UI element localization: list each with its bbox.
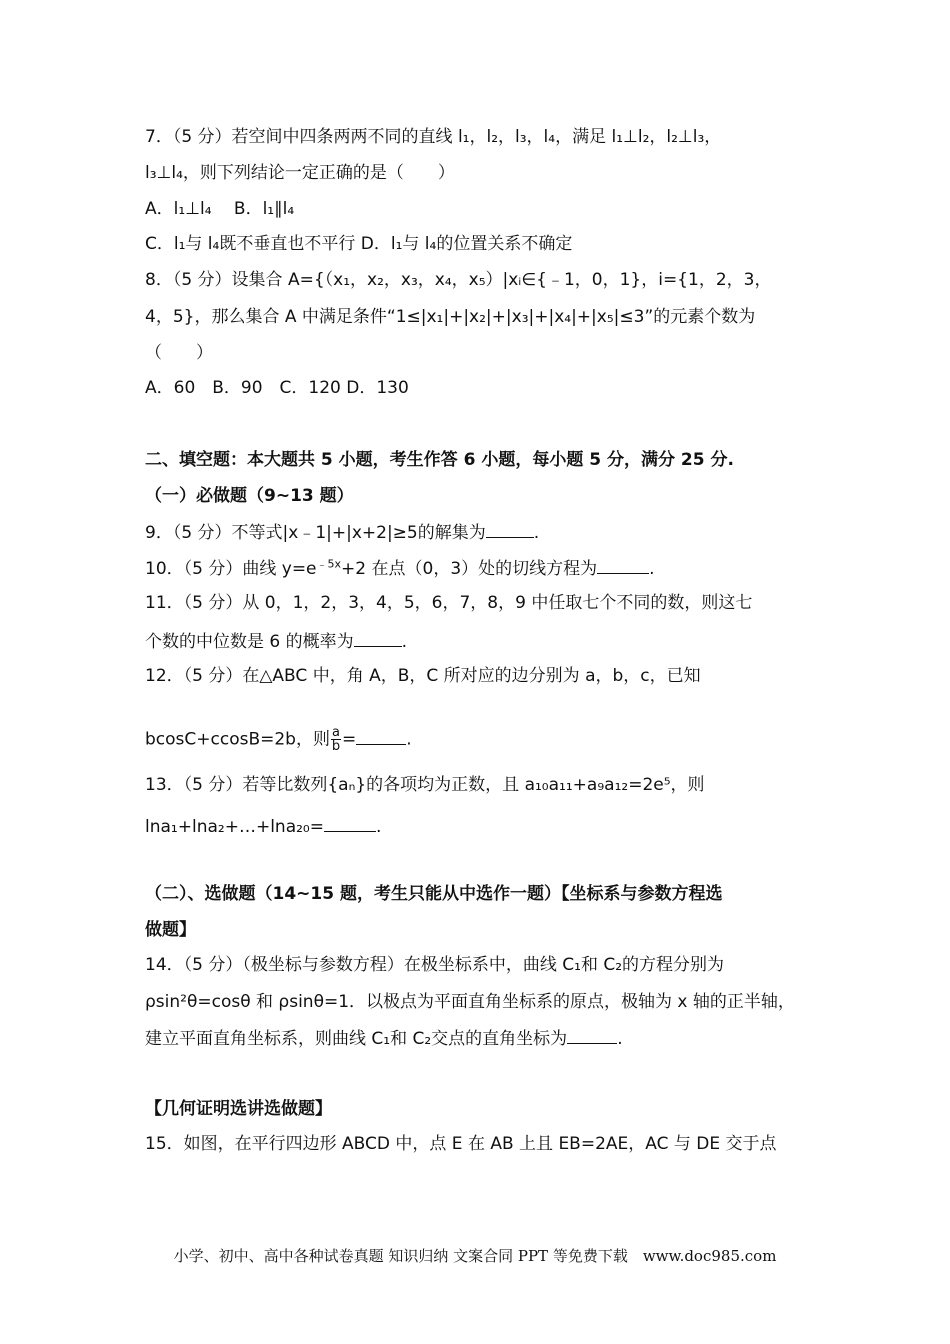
answer-blank — [354, 630, 402, 647]
section4-heading: 【几何证明选讲选做题】 — [145, 1099, 332, 1119]
q9-text: 9．（5 分）不等式|x﹣1|+|x+2|≥5的解集为 — [145, 523, 486, 543]
answer-blank — [597, 557, 649, 574]
section3-line2: 做题】 — [145, 920, 196, 940]
q12-line2-post: = — [341, 729, 357, 750]
q8-line3: （ ） — [145, 343, 213, 363]
q15-line1: 15．如图，在平行四边形 ABCD 中，点 E 在 AB 上且 EB=2AE，AC 与 DE 交于点 — [145, 1134, 777, 1154]
q12-line2-pre: bcosC+ccosB=2b，则 — [145, 729, 330, 750]
section2-heading: 二、填空题：本大题共 5 小题，考生作答 6 小题，每小题 5 分，满分 25 分. — [145, 450, 734, 470]
q7-options-cd: C．l₁与 l₄既不垂直也不平行 D．l₁与 l₄的位置关系不确定 — [145, 234, 573, 254]
q11-line2: 个数的中位数是 6 的概率为 . — [145, 632, 408, 652]
q10-exponent: ﹣5x — [316, 557, 342, 571]
q7-line1: 7．（5 分）若空间中四条两两不同的直线 l₁，l₂，l₃，l₄，满足 l₁⊥l₂，l₂⊥l₃， — [145, 127, 722, 147]
q13-line1: 13．（5 分）若等比数列{aₙ}的各项均为正数，且 a₁₀a₁₁+a₉a₁₂=2e⁵，则 — [145, 775, 705, 795]
q8-line1: 8．（5 分）设集合 A={（x₁，x₂，x₃，x₄，x₅）|xᵢ∈{﹣1，0，1}，i={1，2，3， — [145, 270, 772, 290]
fraction-denominator: b — [331, 739, 341, 754]
q8-options: A．60 B．90 C．120 D．130 — [145, 378, 409, 398]
q11-line2-text: 个数的中位数是 6 的概率为 — [145, 632, 354, 652]
q10-post: +2 在点（0，3）处的切线方程为 — [341, 559, 598, 579]
page-footer: 小学、初中、高中各种试卷真题 知识归纳 文案合同 PPT 等免费下载 www.doc985.com — [173, 1247, 777, 1265]
answer-blank — [486, 521, 534, 538]
fraction-a-over-b — [331, 726, 341, 753]
answer-blank — [567, 1027, 617, 1044]
q14-line3-text: 建立平面直角坐标系，则曲线 C₁和 C₂交点的直角坐标为 — [145, 1029, 568, 1049]
answer-blank — [356, 728, 406, 745]
section3-line1: （二）、选做题（14~15 题，考生只能从中选作一题）【坐标系与参数方程选 — [145, 884, 723, 904]
q13-line2-text: lna₁+lna₂+…+lna₂₀= — [145, 817, 324, 837]
answer-blank — [324, 815, 376, 832]
q12-line2: bcosC+ccosB=2b，则 $\frac{a}{b}$ = . — [145, 725, 412, 754]
q11-line1: 11．（5 分）从 0，1，2，3，4，5，6，7，8，9 中任取七个不同的数，则这七 — [145, 593, 753, 613]
q10: 10．（5 分）曲线 $y=e^{﹣5x}+2$ 在点（0，3）处的切线方程为 . — [145, 557, 655, 579]
q12-line1: 12．（5 分）在△ABC 中，角 A，B，C 所对应的边分别为 a，b，c，已知 — [145, 666, 701, 686]
q13-line2: lna₁+lna₂+…+lna₂₀= . — [145, 817, 382, 837]
q7-line2: l₃⊥l₄，则下列结论一定正确的是（ ） — [145, 163, 455, 183]
q7-options-ab: A．l₁⊥l₄ B．l₁∥l₄ — [145, 199, 295, 219]
q14-line2: ρsin²θ=cosθ 和 ρsinθ=1．以极点为平面直角坐标系的原点，极轴为 x 轴的正半轴， — [145, 992, 795, 1012]
fraction-numerator: a — [331, 725, 340, 740]
q9: 9．（5 分）不等式|x﹣1|+|x+2|≥5的解集为 . — [145, 523, 540, 543]
q14-line3: 建立平面直角坐标系，则曲线 C₁和 C₂交点的直角坐标为 . — [145, 1029, 623, 1049]
section2-subheading: （一）必做题（9~13 题） — [145, 486, 354, 506]
q10-pre: 10．（5 分）曲线 y=e — [145, 559, 317, 579]
q8-line2: 4，5}，那么集合 A 中满足条件“1≤|x₁|+|x₂|+|x₃|+|x₄|+|x₅|≤3”的元素个数为 — [145, 307, 756, 327]
q14-line1: 14．（5 分）（极坐标与参数方程）在极坐标系中，曲线 C₁和 C₂的方程分别为 — [145, 955, 725, 975]
